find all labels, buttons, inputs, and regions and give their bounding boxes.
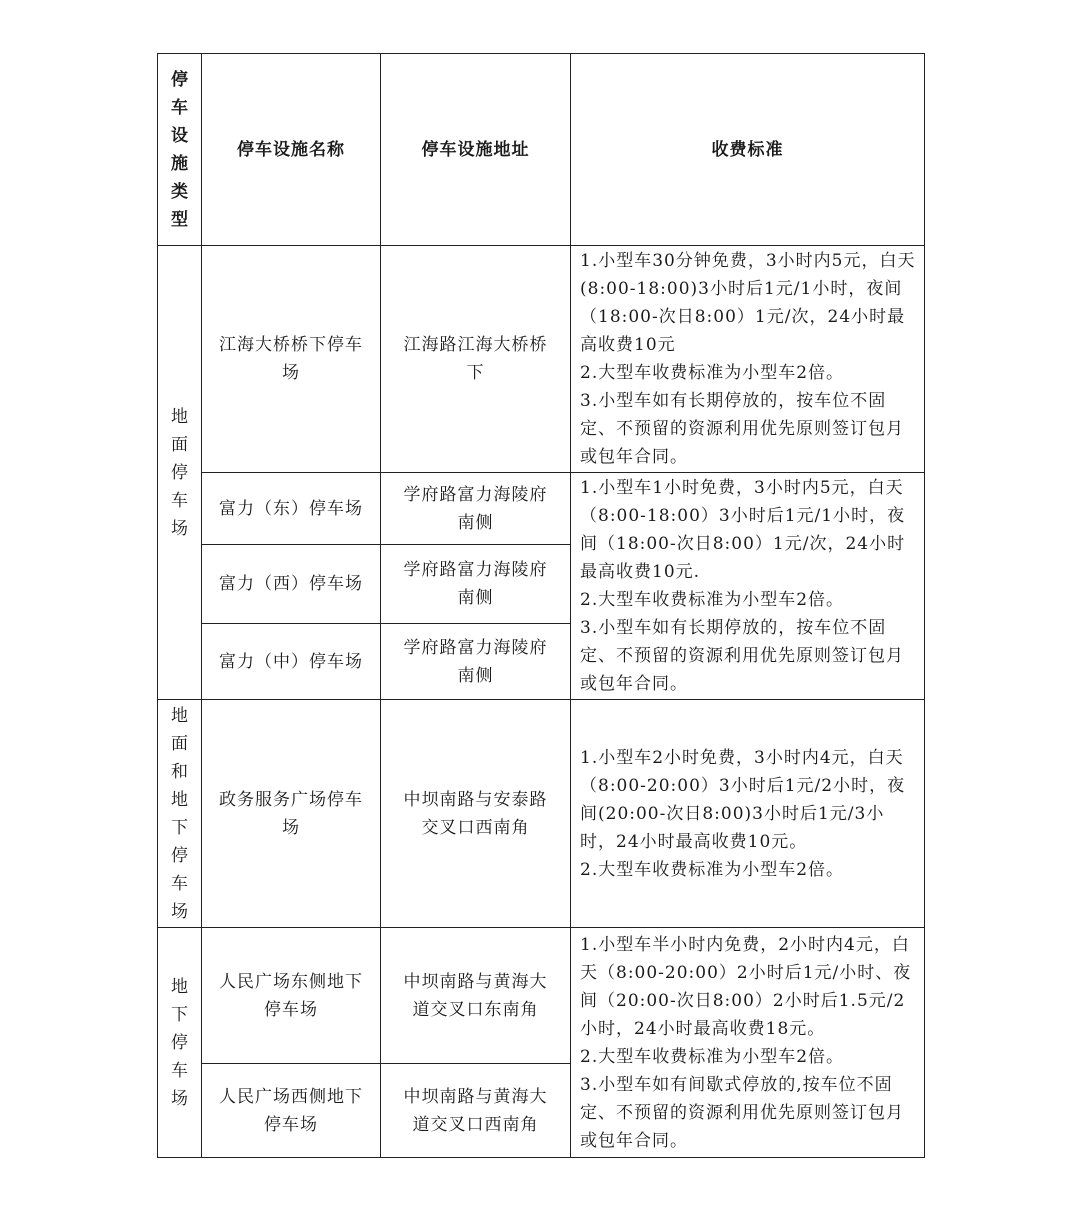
fee-line: 1.小型车30分钟免费，3小时内5元，白天(8:00-18:00)3小时后1元/1小时，夜间（18:00-次日8:00）1元/次，24小时最高收费10元 bbox=[580, 251, 916, 355]
facility-type-cell: 地下停车场 bbox=[158, 928, 202, 1158]
fee-line: 2.大型车收费标准为小型车2倍。 bbox=[580, 363, 845, 383]
facility-address-cell: 学府路富力海陵府南侧 bbox=[381, 473, 571, 545]
facility-address-cell: 中坝南路与安泰路交叉口西南角 bbox=[381, 700, 571, 928]
table-row bbox=[158, 246, 925, 473]
fee-line: 2.大型车收费标准为小型车2倍。 bbox=[580, 859, 845, 880]
fee-standard-cell bbox=[571, 246, 925, 473]
header-fee: 收费标准 bbox=[571, 54, 925, 246]
header-row bbox=[158, 54, 925, 246]
fee-line: 1.小型车2小时免费，3小时内4元，白天（8:00-20:00）3小时后1元/2小时，夜间(20:00-次日8:00)3小时后1元/3小时，24小时最高收费10元。 bbox=[580, 747, 906, 852]
facility-name-cell: 江海大桥桥下停车场 bbox=[202, 246, 381, 473]
table-row bbox=[158, 928, 925, 1064]
facility-address-cell: 中坝南路与黄海大道交叉口西南角 bbox=[381, 1064, 571, 1158]
fee-standard-cell bbox=[571, 700, 925, 928]
header-address: 停车设施地址 bbox=[381, 54, 571, 246]
fee-standard-cell bbox=[571, 928, 925, 1158]
fee-line: 2.大型车收费标准为小型车2倍。 bbox=[580, 1046, 845, 1067]
fee-line: 2.大型车收费标准为小型车2倍。 bbox=[580, 590, 845, 610]
header-name: 停车设施名称 bbox=[202, 54, 381, 246]
facility-address-cell: 学府路富力海陵府南侧 bbox=[381, 545, 571, 624]
fee-line: 3.小型车如有长期停放的，按车位不固定、不预留的资源利用优先原则签订包月或包年合同。 bbox=[580, 391, 904, 467]
fee-standard-cell bbox=[571, 473, 925, 700]
facility-address-cell: 学府路富力海陵府南侧 bbox=[381, 624, 571, 700]
facility-name-cell: 人民广场东侧地下停车场 bbox=[202, 928, 381, 1064]
facility-name-cell: 富力（西）停车场 bbox=[202, 545, 381, 624]
facility-name-cell: 富力（东）停车场 bbox=[202, 473, 381, 545]
header-type: 停车设施类型 bbox=[158, 54, 202, 246]
facility-address-cell: 江海路江海大桥桥下 bbox=[381, 246, 571, 473]
facility-address-cell: 中坝南路与黄海大道交叉口东南角 bbox=[381, 928, 571, 1064]
table-row bbox=[158, 700, 925, 928]
fee-line: 1.小型车1小时免费，3小时内5元，白天（8:00-18:00）3小时后1元/1小时，夜间（18:00-次日8:00）1元/次，24小时最高收费10元. bbox=[580, 478, 906, 582]
table-row bbox=[158, 473, 925, 545]
facility-type-cell: 地面和地下停车场 bbox=[158, 700, 202, 928]
fee-line: 3.小型车如有间歇式停放的,按车位不固定、不预留的资源利用优先原则签订包月或包年合同。 bbox=[580, 1074, 904, 1151]
facility-name-cell: 人民广场西侧地下停车场 bbox=[202, 1064, 381, 1158]
facility-type-cell: 地面停车场 bbox=[158, 246, 202, 700]
fee-line: 1.小型车半小时内免费，2小时内4元，白天（8:00-20:00）2小时后1元/小时、夜间（20:00-次日8:00）2小时后1.5元/2小时，24小时最高收费18元。 bbox=[580, 934, 912, 1039]
facility-name-cell: 富力（中）停车场 bbox=[202, 624, 381, 700]
fee-line: 3.小型车如有长期停放的，按车位不固定、不预留的资源利用优先原则签订包月或包年合同。 bbox=[580, 618, 904, 694]
parking-fee-table bbox=[157, 53, 925, 1158]
facility-name-cell: 政务服务广场停车场 bbox=[202, 700, 381, 928]
